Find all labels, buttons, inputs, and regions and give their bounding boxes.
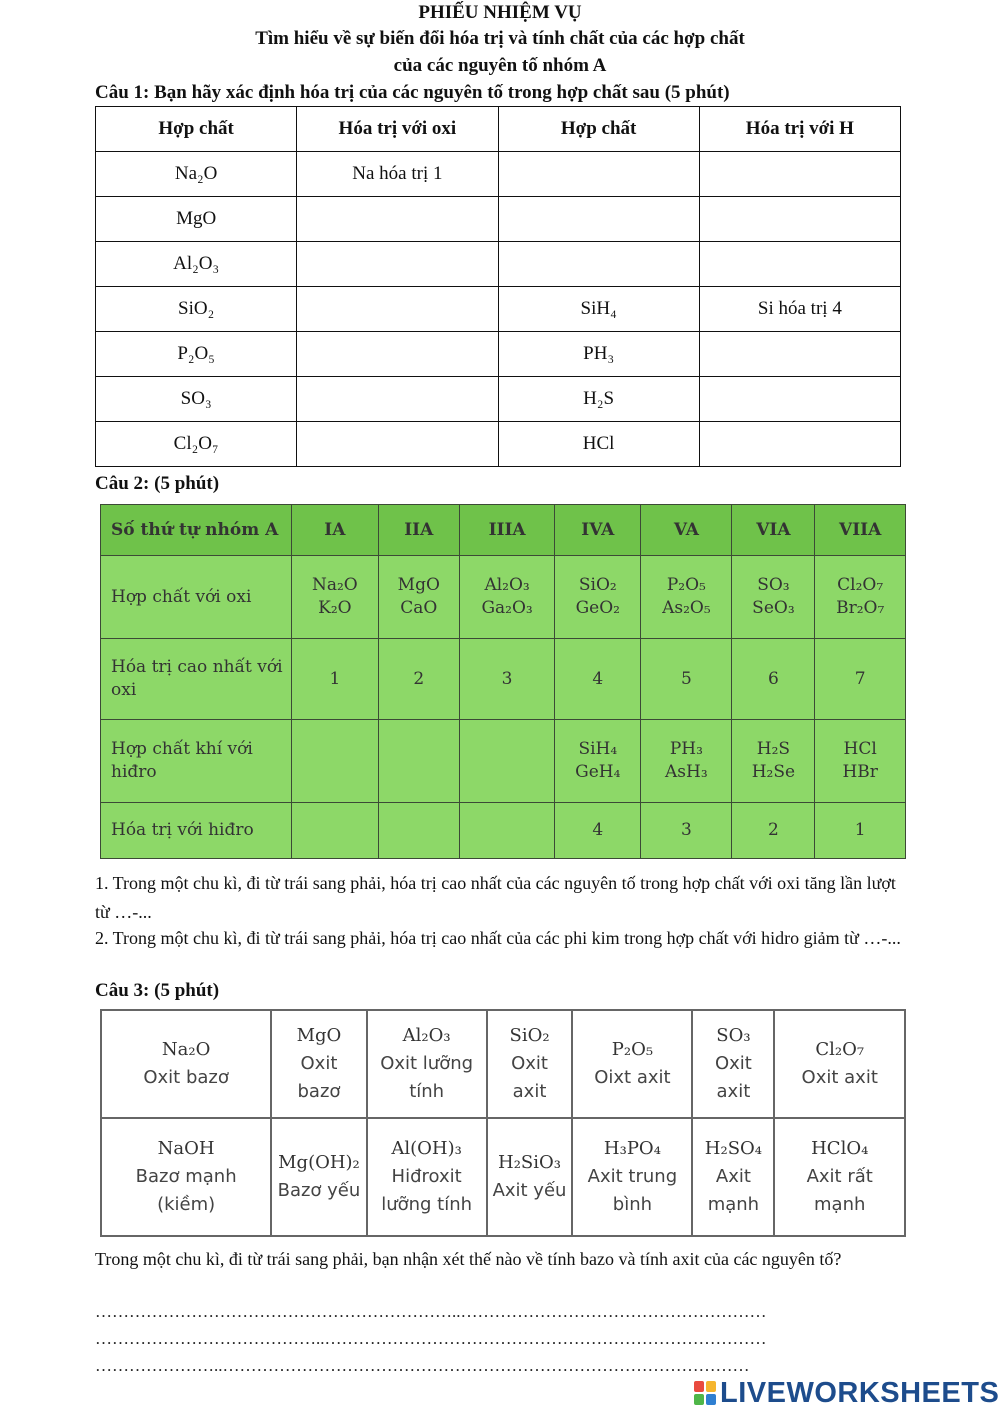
- compound-cell: MgO: [96, 197, 297, 242]
- hydroxide-cell: Al(OH)₃ Hiđroxit lưỡng tính: [367, 1118, 487, 1236]
- table-row: [96, 197, 901, 242]
- column-header: Hóa trị với oxi: [297, 107, 498, 152]
- hydrogen-valence-cell: [699, 197, 900, 242]
- group-header: IIA: [378, 505, 459, 556]
- answer-line[interactable]: …………………..…………………………………………………………………………………: [95, 1356, 750, 1375]
- valence-cell: 1: [815, 803, 906, 859]
- valence-cell: 4: [555, 803, 641, 859]
- compound-cell: Na₂O: [96, 152, 297, 197]
- hydride-cell: [498, 197, 699, 242]
- hydride-cell: [498, 242, 699, 287]
- question-2-heading: Câu 2: (5 phút): [95, 473, 220, 494]
- valence-cell: 5: [641, 639, 732, 720]
- answer-line[interactable]: …………………………………..……………………………………………………………………: [95, 1329, 767, 1348]
- table-row: [101, 803, 906, 859]
- oxygen-valence-cell[interactable]: [297, 377, 498, 422]
- table-row: [101, 720, 906, 803]
- group-header: IVA: [555, 505, 641, 556]
- oxide-cell: Na₂O Oxit bazơ: [101, 1010, 271, 1118]
- hydride-cell: [378, 720, 459, 803]
- table-row: [96, 242, 901, 287]
- valence-cell: 4: [555, 639, 641, 720]
- worksheet-title: PHIẾU NHIỆM VỤ: [418, 2, 582, 23]
- hydride-cell: SiH₄: [498, 287, 699, 332]
- valence-cell: 1: [292, 639, 379, 720]
- valence-cell: 3: [641, 803, 732, 859]
- oxygen-valence-cell[interactable]: [297, 287, 498, 332]
- valence-cell: 2: [378, 639, 459, 720]
- acid-base-table: [100, 1009, 906, 1237]
- hydride-cell: PH₃: [498, 332, 699, 377]
- oxide-cell: Cl₂O₇ Oxit axit: [774, 1010, 905, 1118]
- oxide-cell: MgO Oxit bazơ: [271, 1010, 366, 1118]
- row-label: Hóa trị cao nhất với oxi: [101, 639, 292, 720]
- oxide-cell: P₂O₅ As₂O₅: [641, 556, 732, 639]
- oxide-cell: P₂O₅ Oixt axit: [572, 1010, 692, 1118]
- valence-cell: 6: [732, 639, 815, 720]
- table-row: [101, 1118, 905, 1236]
- statement-2: 2. Trong một chu kì, đi từ trái sang phải, hóa trị cao nhất của các phi kim trong hợp chất với hidro giảm từ …-...: [95, 928, 901, 948]
- question-3-heading: Câu 3: (5 phút): [95, 980, 220, 1001]
- hydride-cell: HCl HBr: [815, 720, 906, 803]
- table-row: [96, 152, 901, 197]
- hydride-cell: HCl: [498, 422, 699, 467]
- oxide-cell: SiO₂ GeO₂: [555, 556, 641, 639]
- valence-cell: 2: [732, 803, 815, 859]
- group-number-header: Số thứ tự nhóm A: [101, 505, 292, 556]
- group-trend-table: [100, 504, 906, 859]
- row-label: Hợp chất khí với hiđro: [101, 720, 292, 803]
- valence-cell: [378, 803, 459, 859]
- question-3-prompt: Trong một chu kì, đi từ trái sang phải, bạn nhận xét thế nào về tính bazo và tính axit của các nguyên tố?: [95, 1249, 842, 1269]
- hydrogen-valence-cell[interactable]: [699, 332, 900, 377]
- hydroxide-cell: H₂SiO₃ Axit yếu: [487, 1118, 573, 1236]
- table-row: [101, 639, 906, 720]
- hydrogen-valence-cell: [699, 242, 900, 287]
- compound-cell: SO₃: [96, 377, 297, 422]
- group-header: VIIA: [815, 505, 906, 556]
- hydroxide-cell: H₂SO₄ Axit mạnh: [692, 1118, 774, 1236]
- group-header: IIIA: [459, 505, 554, 556]
- hydride-cell: [459, 720, 554, 803]
- oxide-cell: SO₃ Oxit axit: [692, 1010, 774, 1118]
- liveworksheets-logo: [694, 1376, 1000, 1409]
- hydride-cell: H₂S: [498, 377, 699, 422]
- table-row: [101, 1010, 905, 1118]
- row-label: Hợp chất với oxi: [101, 556, 292, 639]
- hydride-cell: [292, 720, 379, 803]
- oxygen-valence-cell[interactable]: [297, 197, 498, 242]
- worksheet-subtitle-1: Tìm hiểu về sự biến đổi hóa trị và tính chất của các hợp chất: [255, 28, 745, 49]
- oxygen-valence-cell[interactable]: Na hóa trị 1: [297, 152, 498, 197]
- table-row: [96, 377, 901, 422]
- oxide-cell: Na₂O K₂O: [292, 556, 379, 639]
- table-row: [96, 332, 901, 377]
- group-header: IA: [292, 505, 379, 556]
- hydrogen-valence-cell[interactable]: [699, 422, 900, 467]
- valence-table: [95, 106, 901, 467]
- compound-cell: P₂O₅: [96, 332, 297, 377]
- oxide-cell: SiO₂ Oxit axit: [487, 1010, 573, 1118]
- table-header-row: [101, 505, 906, 556]
- hydroxide-cell: HClO₄ Axit rất mạnh: [774, 1118, 905, 1236]
- compound-cell: Cl₂O₇: [96, 422, 297, 467]
- hydroxide-cell: NaOH Bazơ mạnh (kiềm): [101, 1118, 271, 1236]
- compound-cell: Al₂O₃: [96, 242, 297, 287]
- oxygen-valence-cell[interactable]: [297, 332, 498, 377]
- valence-cell: [292, 803, 379, 859]
- hydride-cell: [498, 152, 699, 197]
- table-row: [101, 556, 906, 639]
- oxide-cell: Al₂O₃ Ga₂O₃: [459, 556, 554, 639]
- hydride-cell: H₂S H₂Se: [732, 720, 815, 803]
- row-label: Hóa trị với hiđro: [101, 803, 292, 859]
- oxygen-valence-cell[interactable]: [297, 422, 498, 467]
- oxide-cell: Cl₂O₇ Br₂O₇: [815, 556, 906, 639]
- column-header: Hợp chất: [96, 107, 297, 152]
- worksheet-subtitle-2: của các nguyên tố nhóm A: [393, 55, 607, 76]
- logo-mark-icon: [694, 1381, 716, 1405]
- logo-text: LIVEWORKSHEETS: [720, 1376, 1000, 1409]
- group-header: VA: [641, 505, 732, 556]
- hydrogen-valence-cell[interactable]: Si hóa trị 4: [699, 287, 900, 332]
- compound-cell: SiO₂: [96, 287, 297, 332]
- oxide-cell: Al₂O₃ Oxit lưỡng tính: [367, 1010, 487, 1118]
- valence-cell: 3: [459, 639, 554, 720]
- column-header: Hợp chất: [498, 107, 699, 152]
- table-row: [96, 422, 901, 467]
- oxide-cell: MgO CaO: [378, 556, 459, 639]
- oxygen-valence-cell[interactable]: [297, 242, 498, 287]
- table-header-row: [96, 107, 901, 152]
- hydrogen-valence-cell: [699, 152, 900, 197]
- valence-cell: [459, 803, 554, 859]
- question-1-heading: Câu 1: Bạn hãy xác định hóa trị của các nguyên tố trong hợp chất sau (5 phút): [95, 82, 730, 103]
- group-header: VIA: [732, 505, 815, 556]
- statement-1: 1. Trong một chu kì, đi từ trái sang phải, hóa trị cao nhất của các nguyên tố trong hợp chất với oxi tăng lần lượt từ …-...: [95, 873, 896, 922]
- hydride-cell: PH₃ AsH₃: [641, 720, 732, 803]
- oxide-cell: SO₃ SeO₃: [732, 556, 815, 639]
- table-row: [96, 287, 901, 332]
- hydrogen-valence-cell[interactable]: [699, 377, 900, 422]
- hydroxide-cell: H₃PO₄ Axit trung bình: [572, 1118, 692, 1236]
- hydride-cell: SiH₄ GeH₄: [555, 720, 641, 803]
- valence-cell: 7: [815, 639, 906, 720]
- column-header: Hóa trị với H: [699, 107, 900, 152]
- answer-line[interactable]: ………………………………………………………..………………………………………………: [95, 1302, 767, 1321]
- hydroxide-cell: Mg(OH)₂ Bazơ yếu: [271, 1118, 366, 1236]
